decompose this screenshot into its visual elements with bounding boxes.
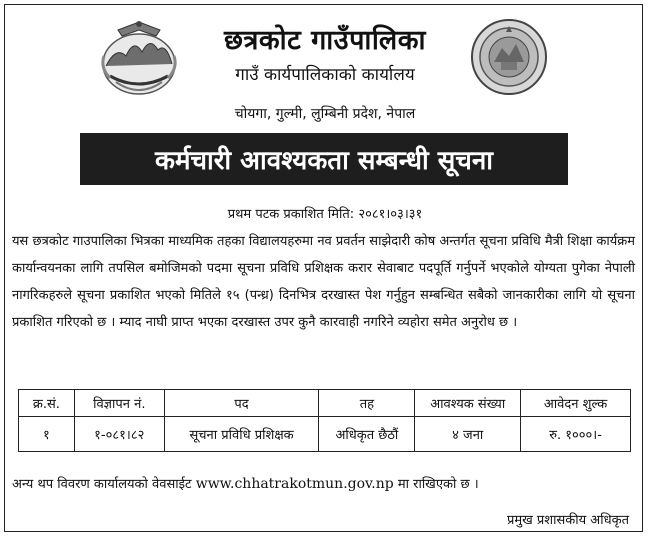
table-header-row <box>19 390 631 417</box>
header-post: पद <box>164 390 319 417</box>
cell-serial: १ <box>19 417 75 452</box>
published-date: २०८१।०३।३१ <box>358 207 423 222</box>
header-application-fee: आवेदन शुल्क <box>521 390 631 417</box>
cell-required-count: ४ जना <box>415 417 521 452</box>
header-ad-number: विज्ञापन नं. <box>74 390 164 417</box>
website-note-prefix: अन्य थप विवरण कार्यालयको वेवसाईट <box>12 477 192 492</box>
website-note-suffix: मा राखिएको छ । <box>397 477 479 492</box>
address: चोयगा, गुल्मी, लुम्बिनी प्रदेश, नेपाल <box>234 106 416 122</box>
notice-title: कर्मचारी आवश्यकता सम्बन्धी सूचना <box>154 146 493 176</box>
signatory: प्रमुख प्रशासकीय अधिकृत <box>506 513 629 528</box>
published-label: प्रथम पटक प्रकाशित मिति: <box>227 207 355 222</box>
notice-title-banner <box>80 133 568 185</box>
notice-body: यस छत्रकोट गाउपालिका भित्रका माध्यमिक तहका विद्यालयहरुमा नव प्रवर्तन साझेदारी कोष अन्तर्गत सूचना प्रविधि मैत्री शिक्षा कार्यक्रम कार्यान्वयनका लागि तपसिल बमोजिमको पदमा सूचना प्रविधि प्रशिक्षक करार सेवाबाट पदपूर्ति गर्नुपर्ने भएकोले योग्यता पुगेका नेपाली नागरिकहरुले सूचना प्रकाशित भएको मितिले १५ (पन्ध्र) दिनभित्र दरखास्त पेश गर्नुहुन सम्बन्धित सबैको जानकारीका लागि यो सूचना प्रकाशित गरिएको छ । म्याद नाघी प्राप्त भएका दरखास्त उपर कुनै कारवाही नगरिने व्यहोरा समेत अनुरोध छ । <box>12 234 635 330</box>
office-name: गाउँ कार्यपालिकाको कार्यालय <box>235 65 415 85</box>
municipality-seal-icon <box>466 16 552 98</box>
header-level: तह <box>319 390 415 417</box>
vacancy-table <box>18 389 631 452</box>
header-serial: क्र.सं. <box>19 390 75 417</box>
website-link[interactable]: www.chhatrakotmun.gov.np <box>195 476 394 492</box>
published-date-line <box>150 204 500 222</box>
table-row <box>19 417 631 452</box>
nepal-emblem-icon <box>96 16 182 98</box>
org-name: छत्रकोट गाउँपालिका <box>224 25 426 56</box>
cell-level: अधिकृत छैठौं <box>319 417 415 452</box>
cell-application-fee: रु. १०००।- <box>521 417 631 452</box>
cell-ad-number: १-०८१।८२ <box>74 417 164 452</box>
website-note <box>12 474 635 492</box>
cell-post: सूचना प्रविधि प्रशिक्षक <box>164 417 319 452</box>
header-required-count: आवश्यक संख्या <box>415 390 521 417</box>
